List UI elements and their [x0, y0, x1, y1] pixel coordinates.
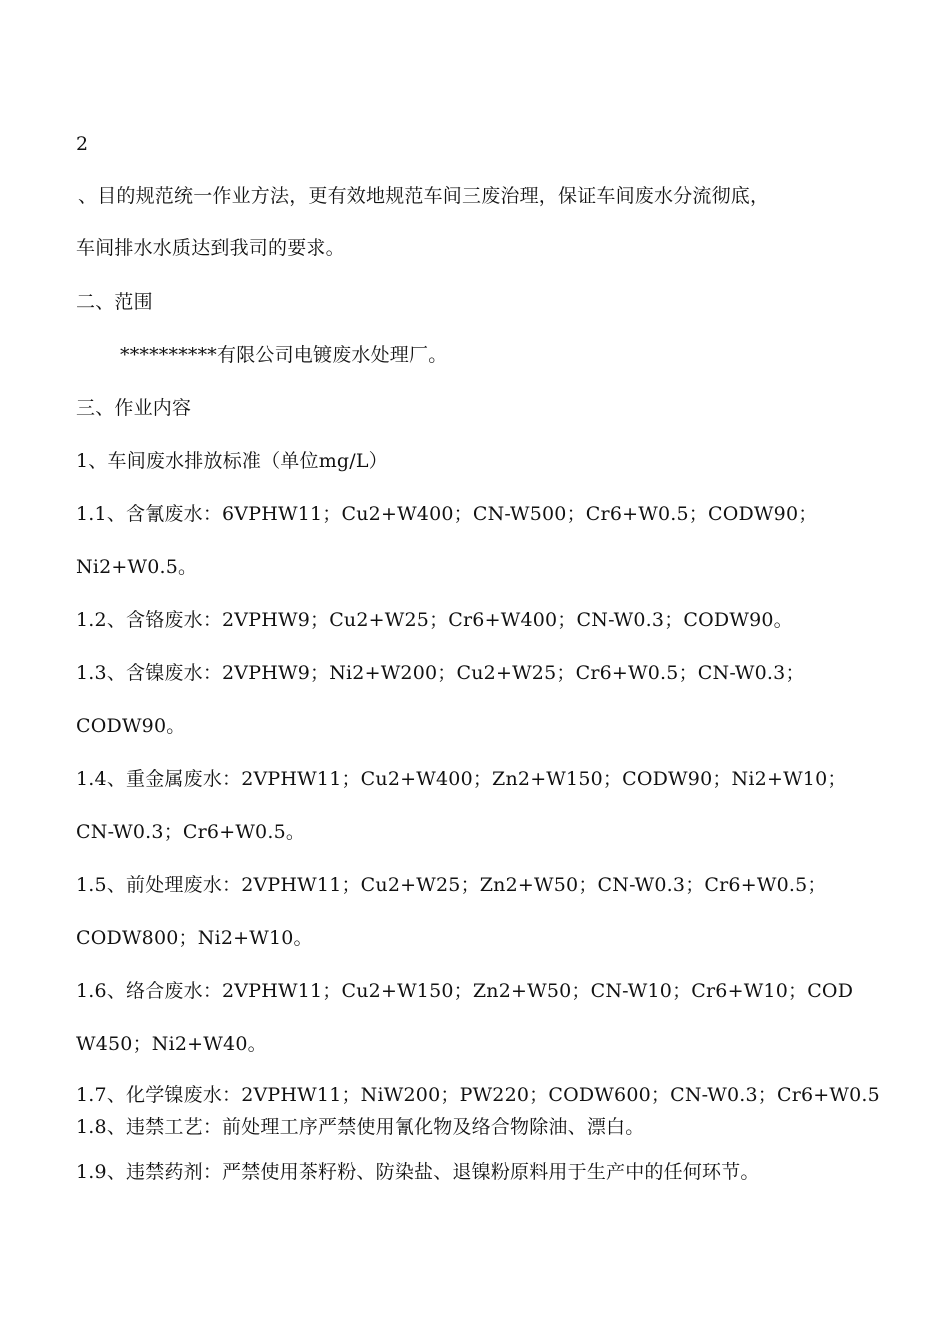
standard-item: CODW90。 [76, 715, 186, 737]
purpose-line-2: 车间排水水质达到我司的要求。 [76, 237, 345, 259]
standard-item: 1.1、含氰废水：6VPHW11；Cu2+W400；CN-W500；Cr6+W0.5；CODW90； [76, 503, 818, 525]
standard-item: Ni2+W0.5。 [76, 556, 198, 578]
standard-heading: 1、车间废水排放标准（单位mg/L） [76, 450, 388, 472]
standard-item: 1.5、前处理废水：2VPHW11；Cu2+W25；Zn2+W50；CN-W0.3；Cr6+W0.5； [76, 874, 827, 896]
purpose-line-1: 、目的规范统一作业方法，更有效地规范车间三废治理，保证车间废水分流彻底， [78, 185, 770, 207]
standard-item: CN-W0.3；Cr6+W0.5。 [76, 821, 306, 843]
page-number: 2 [76, 133, 89, 155]
standard-item: 1.2、含铬废水：2VPHW9；Cu2+W25；Cr6+W400；CN-W0.3；CODW90。 [76, 609, 793, 631]
content-heading: 三、作业内容 [76, 397, 192, 419]
standard-item: 1.9、违禁药剂：严禁使用茶籽粉、防染盐、退镍粉原料用于生产中的任何环节。 [76, 1161, 760, 1183]
standard-item: 1.4、重金属废水：2VPHW11；Cu2+W400；Zn2+W150；CODW90；Ni2+W10； [76, 768, 847, 790]
scope-text: **********有限公司电镀废水处理厂。 [120, 344, 448, 366]
standard-item: 1.3、含镍废水：2VPHW9；Ni2+W200；Cu2+W25；Cr6+W0.5；CN-W0.3； [76, 662, 805, 684]
standard-item: CODW800；Ni2+W10。 [76, 927, 313, 949]
scope-heading: 二、范围 [76, 291, 153, 313]
standard-item: 1.7、化学镍废水：2VPHW11；NiW200；PW220；CODW600；CN-W0.3；Cr6+W0.5 [76, 1084, 880, 1106]
standard-item: 1.8、违禁工艺：前处理工序严禁使用氰化物及络合物除油、漂白。 [76, 1116, 645, 1138]
standard-item: 1.6、络合废水：2VPHW11；Cu2+W150；Zn2+W50；CN-W10；Cr6+W10；COD [76, 980, 854, 1002]
standard-item: W450；Ni2+W40。 [76, 1033, 267, 1055]
